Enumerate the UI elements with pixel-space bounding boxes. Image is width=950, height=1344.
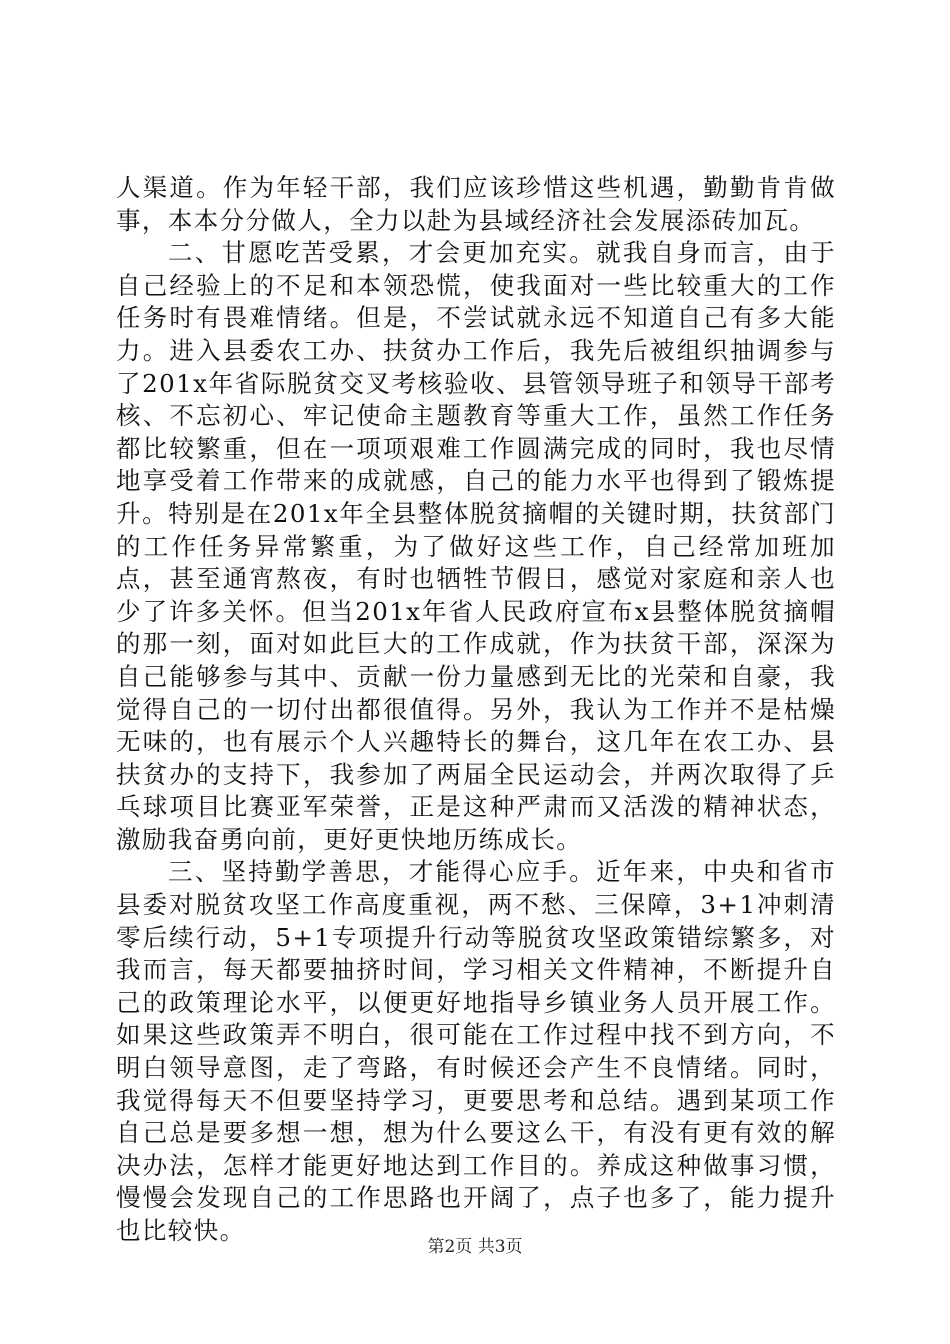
paragraph-section-three: 三、坚持勤学善思，才能得心应手。近年来，中央和省市县委对脱贫攻坚工作高度重视，两不愁、三保障，3+1冲刺清零后续行动，5+1专项提升行动等脱贫攻坚政策错综繁多，对我而言，每天都要抽挤时间，学习相关文件精神，不断提升自己的政策理论水平，以便更好地指导乡镇业务人员开展工作。如果这些政策弄不明白，很可能在工作过程中找不到方向，不明白领导意图，走了弯路，有时候还会产生不良情绪。同时，我觉得每天不但要坚持学习，更要思考和总结。遇到某项工作自己总是要多想一想，想为什么要这么干，有没有更有效的解决办法，怎样才能更好地达到工作目的。养成这种做事习惯，慢慢会发现自己的工作思路也开阔了，点子也多了，能力提升也比较快。 — [116, 857, 836, 1245]
page-footer: 第2页 共3页 — [427, 1237, 523, 1257]
document-body — [116, 172, 836, 1248]
paragraph-continuation: 人渠道。作为年轻干部，我们应该珍惜这些机遇，勤勤肯肯做事，本本分分做人，全力以赴为县域经济社会发展添砖加瓦。 — [116, 173, 836, 235]
paragraph-section-two: 二、甘愿吃苦受累，才会更加充实。就我自身而言，由于自己经验上的不足和本领恐慌，使我面对一些比较重大的工作任务时有畏难情绪。但是，不尝试就永远不知道自己有多大能力。进入县委农工办、扶贫办工作后，我先后被组织抽调参与了201x年省际脱贫交叉考核验收、县管领导班子和领导干部考核、不忘初心、牢记使命主题教育等重大工作，虽然工作任务都比较繁重，但在一项项艰难工作圆满完成的同时，我也尽情地享受着工作带来的成就感，自己的能力水平也得到了锻炼提升。特别是在201x年全县整体脱贫摘帽的关键时期，扶贫部门的工作任务异常繁重，为了做好这些工作，自己经常加班加点，甚至通宵熬夜，有时也牺牲节假日，感觉对家庭和亲人也少了许多关怀。但当201x年省人民政府宣布x县整体脱贫摘帽的那一刻，面对如此巨大的工作成就，作为扶贫干部，深深为自己能够参与其中、贡献一份力量感到无比的光荣和自豪，我觉得自己的一切付出都很值得。另外，我认为工作并不是枯燥无味的，也有展示个人兴趣特长的舞台，这几年在农工办、县扶贫办的支持下，我参加了两届全民运动会，并两次取得了乒乓球项目比赛亚军荣誉，正是这种严肃而又活泼的精神状态，激励我奋勇向前，更好更快地历练成长。 — [116, 238, 836, 854]
